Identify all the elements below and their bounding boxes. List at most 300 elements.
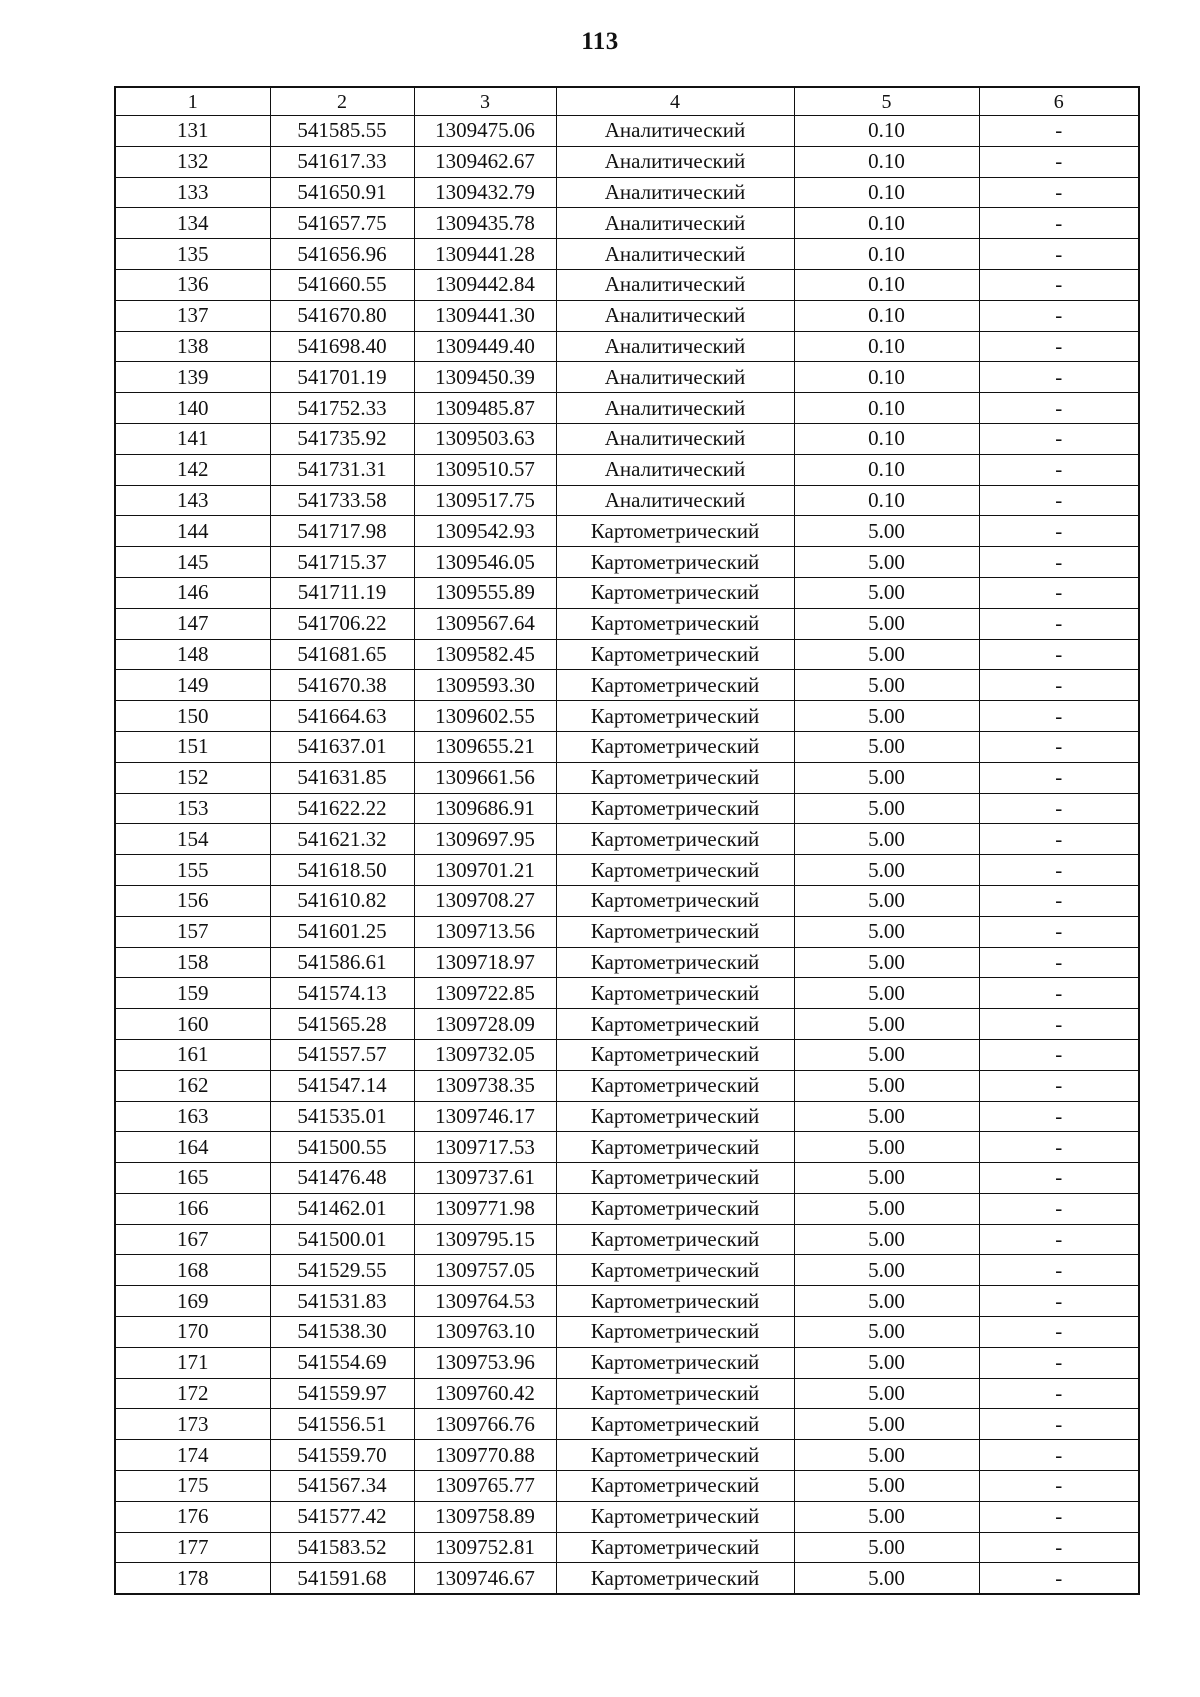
note-cell: - — [979, 639, 1139, 670]
x-coordinate-cell: 541547.14 — [270, 1070, 414, 1101]
note-cell: - — [979, 762, 1139, 793]
accuracy-cell: 5.00 — [794, 1132, 979, 1163]
y-coordinate-cell: 1309517.75 — [414, 485, 556, 516]
point-number-cell: 177 — [115, 1532, 270, 1563]
method-cell: Картометрический — [556, 1224, 794, 1255]
method-cell: Картометрический — [556, 1163, 794, 1194]
table-row — [115, 423, 1139, 454]
table-row — [115, 1317, 1139, 1348]
method-cell: Картометрический — [556, 1286, 794, 1317]
method-cell: Картометрический — [556, 1378, 794, 1409]
accuracy-cell: 5.00 — [794, 1532, 979, 1563]
accuracy-cell: 0.10 — [794, 393, 979, 424]
method-cell: Картометрический — [556, 1070, 794, 1101]
table-row — [115, 978, 1139, 1009]
x-coordinate-cell: 541735.92 — [270, 423, 414, 454]
accuracy-cell: 5.00 — [794, 793, 979, 824]
y-coordinate-cell: 1309766.76 — [414, 1409, 556, 1440]
table-row — [115, 485, 1139, 516]
point-number-cell: 168 — [115, 1255, 270, 1286]
header-cell-col-6: 6 — [979, 87, 1139, 116]
point-number-cell: 171 — [115, 1347, 270, 1378]
header-cell-col-2: 2 — [270, 87, 414, 116]
table-row — [115, 146, 1139, 177]
header-row — [115, 87, 1139, 116]
point-number-cell: 140 — [115, 393, 270, 424]
point-number-cell: 178 — [115, 1563, 270, 1594]
method-cell: Аналитический — [556, 331, 794, 362]
accuracy-cell: 5.00 — [794, 916, 979, 947]
x-coordinate-cell: 541462.01 — [270, 1193, 414, 1224]
method-cell: Аналитический — [556, 423, 794, 454]
accuracy-cell: 5.00 — [794, 1347, 979, 1378]
x-coordinate-cell: 541567.34 — [270, 1471, 414, 1502]
accuracy-cell: 0.10 — [794, 454, 979, 485]
method-cell: Аналитический — [556, 269, 794, 300]
x-coordinate-cell: 541586.61 — [270, 947, 414, 978]
point-number-cell: 141 — [115, 423, 270, 454]
y-coordinate-cell: 1309757.05 — [414, 1255, 556, 1286]
x-coordinate-cell: 541617.33 — [270, 146, 414, 177]
accuracy-cell: 5.00 — [794, 855, 979, 886]
coordinates-table — [114, 86, 1140, 1595]
y-coordinate-cell: 1309567.64 — [414, 608, 556, 639]
y-coordinate-cell: 1309449.40 — [414, 331, 556, 362]
note-cell: - — [979, 331, 1139, 362]
y-coordinate-cell: 1309701.21 — [414, 855, 556, 886]
accuracy-cell: 5.00 — [794, 1255, 979, 1286]
accuracy-cell: 5.00 — [794, 1563, 979, 1594]
x-coordinate-cell: 541476.48 — [270, 1163, 414, 1194]
method-cell: Картометрический — [556, 824, 794, 855]
y-coordinate-cell: 1309746.67 — [414, 1563, 556, 1594]
x-coordinate-cell: 541752.33 — [270, 393, 414, 424]
note-cell: - — [979, 670, 1139, 701]
method-cell: Картометрический — [556, 577, 794, 608]
point-number-cell: 146 — [115, 577, 270, 608]
accuracy-cell: 5.00 — [794, 1193, 979, 1224]
accuracy-cell: 5.00 — [794, 670, 979, 701]
x-coordinate-cell: 541660.55 — [270, 269, 414, 300]
note-cell: - — [979, 1039, 1139, 1070]
point-number-cell: 135 — [115, 239, 270, 270]
accuracy-cell: 0.10 — [794, 239, 979, 270]
table-row — [115, 331, 1139, 362]
x-coordinate-cell: 541715.37 — [270, 547, 414, 578]
table-row — [115, 639, 1139, 670]
method-cell: Картометрический — [556, 1255, 794, 1286]
point-number-cell: 159 — [115, 978, 270, 1009]
method-cell: Аналитический — [556, 146, 794, 177]
table-row — [115, 855, 1139, 886]
note-cell: - — [979, 731, 1139, 762]
table-row — [115, 1224, 1139, 1255]
table-row — [115, 1101, 1139, 1132]
accuracy-cell: 5.00 — [794, 1471, 979, 1502]
point-number-cell: 147 — [115, 608, 270, 639]
accuracy-cell: 0.10 — [794, 485, 979, 516]
method-cell: Аналитический — [556, 362, 794, 393]
x-coordinate-cell: 541610.82 — [270, 885, 414, 916]
table-row — [115, 1501, 1139, 1532]
note-cell: - — [979, 1440, 1139, 1471]
note-cell: - — [979, 300, 1139, 331]
table-body — [115, 116, 1139, 1595]
table-row — [115, 547, 1139, 578]
x-coordinate-cell: 541556.51 — [270, 1409, 414, 1440]
note-cell: - — [979, 239, 1139, 270]
accuracy-cell: 5.00 — [794, 978, 979, 1009]
x-coordinate-cell: 541565.28 — [270, 1009, 414, 1040]
method-cell: Картометрический — [556, 1039, 794, 1070]
accuracy-cell: 5.00 — [794, 1070, 979, 1101]
y-coordinate-cell: 1309753.96 — [414, 1347, 556, 1378]
method-cell: Картометрический — [556, 1347, 794, 1378]
note-cell: - — [979, 1501, 1139, 1532]
page-number: 113 — [581, 28, 619, 55]
note-cell: - — [979, 1009, 1139, 1040]
y-coordinate-cell: 1309441.28 — [414, 239, 556, 270]
table-row — [115, 300, 1139, 331]
note-cell: - — [979, 146, 1139, 177]
y-coordinate-cell: 1309732.05 — [414, 1039, 556, 1070]
point-number-cell: 160 — [115, 1009, 270, 1040]
y-coordinate-cell: 1309686.91 — [414, 793, 556, 824]
point-number-cell: 151 — [115, 731, 270, 762]
point-number-cell: 167 — [115, 1224, 270, 1255]
point-number-cell: 145 — [115, 547, 270, 578]
note-cell: - — [979, 1193, 1139, 1224]
accuracy-cell: 0.10 — [794, 269, 979, 300]
y-coordinate-cell: 1309655.21 — [414, 731, 556, 762]
table-row — [115, 1039, 1139, 1070]
y-coordinate-cell: 1309765.77 — [414, 1471, 556, 1502]
table-row — [115, 362, 1139, 393]
point-number-cell: 138 — [115, 331, 270, 362]
x-coordinate-cell: 541622.22 — [270, 793, 414, 824]
accuracy-cell: 5.00 — [794, 547, 979, 578]
x-coordinate-cell: 541631.85 — [270, 762, 414, 793]
y-coordinate-cell: 1309737.61 — [414, 1163, 556, 1194]
note-cell: - — [979, 116, 1139, 147]
y-coordinate-cell: 1309763.10 — [414, 1317, 556, 1348]
note-cell: - — [979, 978, 1139, 1009]
point-number-cell: 137 — [115, 300, 270, 331]
x-coordinate-cell: 541535.01 — [270, 1101, 414, 1132]
accuracy-cell: 5.00 — [794, 824, 979, 855]
table-row — [115, 208, 1139, 239]
note-cell: - — [979, 1409, 1139, 1440]
x-coordinate-cell: 541557.57 — [270, 1039, 414, 1070]
point-number-cell: 172 — [115, 1378, 270, 1409]
note-cell: - — [979, 1224, 1139, 1255]
point-number-cell: 155 — [115, 855, 270, 886]
point-number-cell: 154 — [115, 824, 270, 855]
table-row — [115, 1070, 1139, 1101]
note-cell: - — [979, 393, 1139, 424]
y-coordinate-cell: 1309661.56 — [414, 762, 556, 793]
accuracy-cell: 5.00 — [794, 577, 979, 608]
method-cell: Картометрический — [556, 885, 794, 916]
accuracy-cell: 5.00 — [794, 608, 979, 639]
note-cell: - — [979, 454, 1139, 485]
y-coordinate-cell: 1309795.15 — [414, 1224, 556, 1255]
x-coordinate-cell: 541670.80 — [270, 300, 414, 331]
y-coordinate-cell: 1309718.97 — [414, 947, 556, 978]
table-row — [115, 1255, 1139, 1286]
method-cell: Картометрический — [556, 1409, 794, 1440]
y-coordinate-cell: 1309546.05 — [414, 547, 556, 578]
x-coordinate-cell: 541681.65 — [270, 639, 414, 670]
note-cell: - — [979, 177, 1139, 208]
header-cell-col-5: 5 — [794, 87, 979, 116]
point-number-cell: 176 — [115, 1501, 270, 1532]
x-coordinate-cell: 541500.55 — [270, 1132, 414, 1163]
y-coordinate-cell: 1309593.30 — [414, 670, 556, 701]
x-coordinate-cell: 541656.96 — [270, 239, 414, 270]
table-row — [115, 916, 1139, 947]
table-row — [115, 1009, 1139, 1040]
method-cell: Картометрический — [556, 1440, 794, 1471]
method-cell: Картометрический — [556, 1009, 794, 1040]
y-coordinate-cell: 1309450.39 — [414, 362, 556, 393]
point-number-cell: 163 — [115, 1101, 270, 1132]
x-coordinate-cell: 541717.98 — [270, 516, 414, 547]
accuracy-cell: 5.00 — [794, 1039, 979, 1070]
table-row — [115, 239, 1139, 270]
y-coordinate-cell: 1309770.88 — [414, 1440, 556, 1471]
note-cell: - — [979, 423, 1139, 454]
note-cell: - — [979, 516, 1139, 547]
accuracy-cell: 5.00 — [794, 1009, 979, 1040]
x-coordinate-cell: 541585.55 — [270, 116, 414, 147]
x-coordinate-cell: 541701.19 — [270, 362, 414, 393]
table-row — [115, 1286, 1139, 1317]
header-cell-col-4: 4 — [556, 87, 794, 116]
point-number-cell: 142 — [115, 454, 270, 485]
method-cell: Картометрический — [556, 916, 794, 947]
method-cell: Картометрический — [556, 762, 794, 793]
point-number-cell: 132 — [115, 146, 270, 177]
y-coordinate-cell: 1309441.30 — [414, 300, 556, 331]
accuracy-cell: 5.00 — [794, 762, 979, 793]
y-coordinate-cell: 1309475.06 — [414, 116, 556, 147]
point-number-cell: 153 — [115, 793, 270, 824]
note-cell: - — [979, 208, 1139, 239]
note-cell: - — [979, 1101, 1139, 1132]
x-coordinate-cell: 541583.52 — [270, 1532, 414, 1563]
point-number-cell: 143 — [115, 485, 270, 516]
method-cell: Картометрический — [556, 855, 794, 886]
point-number-cell: 150 — [115, 701, 270, 732]
method-cell: Аналитический — [556, 485, 794, 516]
method-cell: Аналитический — [556, 239, 794, 270]
x-coordinate-cell: 541591.68 — [270, 1563, 414, 1594]
x-coordinate-cell: 541670.38 — [270, 670, 414, 701]
accuracy-cell: 5.00 — [794, 639, 979, 670]
note-cell: - — [979, 269, 1139, 300]
x-coordinate-cell: 541664.63 — [270, 701, 414, 732]
table-row — [115, 947, 1139, 978]
x-coordinate-cell: 541559.70 — [270, 1440, 414, 1471]
accuracy-cell: 0.10 — [794, 208, 979, 239]
x-coordinate-cell: 541711.19 — [270, 577, 414, 608]
x-coordinate-cell: 541500.01 — [270, 1224, 414, 1255]
accuracy-cell: 0.10 — [794, 362, 979, 393]
table-row — [115, 1163, 1139, 1194]
table-row — [115, 762, 1139, 793]
note-cell: - — [979, 1163, 1139, 1194]
y-coordinate-cell: 1309752.81 — [414, 1532, 556, 1563]
table-header — [115, 87, 1139, 116]
x-coordinate-cell: 541621.32 — [270, 824, 414, 855]
y-coordinate-cell: 1309697.95 — [414, 824, 556, 855]
note-cell: - — [979, 947, 1139, 978]
y-coordinate-cell: 1309462.67 — [414, 146, 556, 177]
y-coordinate-cell: 1309510.57 — [414, 454, 556, 485]
point-number-cell: 174 — [115, 1440, 270, 1471]
method-cell: Аналитический — [556, 300, 794, 331]
method-cell: Аналитический — [556, 454, 794, 485]
table-row — [115, 793, 1139, 824]
point-number-cell: 170 — [115, 1317, 270, 1348]
note-cell: - — [979, 1255, 1139, 1286]
y-coordinate-cell: 1309432.79 — [414, 177, 556, 208]
accuracy-cell: 5.00 — [794, 516, 979, 547]
y-coordinate-cell: 1309764.53 — [414, 1286, 556, 1317]
table-row — [115, 1471, 1139, 1502]
table-row — [115, 670, 1139, 701]
x-coordinate-cell: 541637.01 — [270, 731, 414, 762]
point-number-cell: 157 — [115, 916, 270, 947]
note-cell: - — [979, 1378, 1139, 1409]
accuracy-cell: 5.00 — [794, 947, 979, 978]
y-coordinate-cell: 1309758.89 — [414, 1501, 556, 1532]
note-cell: - — [979, 1286, 1139, 1317]
method-cell: Аналитический — [556, 393, 794, 424]
x-coordinate-cell: 541529.55 — [270, 1255, 414, 1286]
accuracy-cell: 5.00 — [794, 1378, 979, 1409]
x-coordinate-cell: 541733.58 — [270, 485, 414, 516]
method-cell: Картометрический — [556, 731, 794, 762]
y-coordinate-cell: 1309717.53 — [414, 1132, 556, 1163]
y-coordinate-cell: 1309713.56 — [414, 916, 556, 947]
note-cell: - — [979, 362, 1139, 393]
method-cell: Аналитический — [556, 116, 794, 147]
method-cell: Картометрический — [556, 1532, 794, 1563]
method-cell: Картометрический — [556, 1563, 794, 1594]
x-coordinate-cell: 541698.40 — [270, 331, 414, 362]
note-cell: - — [979, 916, 1139, 947]
method-cell: Картометрический — [556, 1132, 794, 1163]
y-coordinate-cell: 1309442.84 — [414, 269, 556, 300]
y-coordinate-cell: 1309771.98 — [414, 1193, 556, 1224]
method-cell: Картометрический — [556, 1193, 794, 1224]
table-row — [115, 516, 1139, 547]
method-cell: Картометрический — [556, 608, 794, 639]
accuracy-cell: 5.00 — [794, 885, 979, 916]
x-coordinate-cell: 541706.22 — [270, 608, 414, 639]
point-number-cell: 165 — [115, 1163, 270, 1194]
table-row — [115, 1193, 1139, 1224]
note-cell: - — [979, 1532, 1139, 1563]
table-row — [115, 731, 1139, 762]
table-row — [115, 1132, 1139, 1163]
point-number-cell: 144 — [115, 516, 270, 547]
y-coordinate-cell: 1309503.63 — [414, 423, 556, 454]
note-cell: - — [979, 577, 1139, 608]
y-coordinate-cell: 1309760.42 — [414, 1378, 556, 1409]
point-number-cell: 175 — [115, 1471, 270, 1502]
table-row — [115, 1347, 1139, 1378]
table-row — [115, 269, 1139, 300]
x-coordinate-cell: 541650.91 — [270, 177, 414, 208]
note-cell: - — [979, 1070, 1139, 1101]
method-cell: Картометрический — [556, 639, 794, 670]
method-cell: Картометрический — [556, 793, 794, 824]
x-coordinate-cell: 541531.83 — [270, 1286, 414, 1317]
method-cell: Аналитический — [556, 177, 794, 208]
table-row — [115, 1378, 1139, 1409]
method-cell: Картометрический — [556, 1471, 794, 1502]
note-cell: - — [979, 1132, 1139, 1163]
table-row — [115, 177, 1139, 208]
table-row — [115, 701, 1139, 732]
accuracy-cell: 0.10 — [794, 146, 979, 177]
accuracy-cell: 0.10 — [794, 177, 979, 208]
note-cell: - — [979, 608, 1139, 639]
y-coordinate-cell: 1309708.27 — [414, 885, 556, 916]
table-row — [115, 393, 1139, 424]
y-coordinate-cell: 1309602.55 — [414, 701, 556, 732]
method-cell: Картометрический — [556, 1501, 794, 1532]
point-number-cell: 149 — [115, 670, 270, 701]
y-coordinate-cell: 1309542.93 — [414, 516, 556, 547]
y-coordinate-cell: 1309738.35 — [414, 1070, 556, 1101]
note-cell: - — [979, 1563, 1139, 1594]
accuracy-cell: 5.00 — [794, 1409, 979, 1440]
point-number-cell: 152 — [115, 762, 270, 793]
point-number-cell: 136 — [115, 269, 270, 300]
note-cell: - — [979, 1347, 1139, 1378]
point-number-cell: 162 — [115, 1070, 270, 1101]
note-cell: - — [979, 855, 1139, 886]
table-row — [115, 608, 1139, 639]
accuracy-cell: 5.00 — [794, 1317, 979, 1348]
note-cell: - — [979, 793, 1139, 824]
note-cell: - — [979, 824, 1139, 855]
accuracy-cell: 5.00 — [794, 1224, 979, 1255]
point-number-cell: 161 — [115, 1039, 270, 1070]
x-coordinate-cell: 541618.50 — [270, 855, 414, 886]
x-coordinate-cell: 541554.69 — [270, 1347, 414, 1378]
point-number-cell: 131 — [115, 116, 270, 147]
y-coordinate-cell: 1309582.45 — [414, 639, 556, 670]
x-coordinate-cell: 541577.42 — [270, 1501, 414, 1532]
accuracy-cell: 5.00 — [794, 701, 979, 732]
accuracy-cell: 5.00 — [794, 1501, 979, 1532]
y-coordinate-cell: 1309746.17 — [414, 1101, 556, 1132]
method-cell: Картометрический — [556, 978, 794, 1009]
note-cell: - — [979, 701, 1139, 732]
table-row — [115, 1532, 1139, 1563]
accuracy-cell: 0.10 — [794, 116, 979, 147]
point-number-cell: 148 — [115, 639, 270, 670]
note-cell: - — [979, 885, 1139, 916]
method-cell: Картометрический — [556, 1101, 794, 1132]
y-coordinate-cell: 1309728.09 — [414, 1009, 556, 1040]
accuracy-cell: 5.00 — [794, 1163, 979, 1194]
